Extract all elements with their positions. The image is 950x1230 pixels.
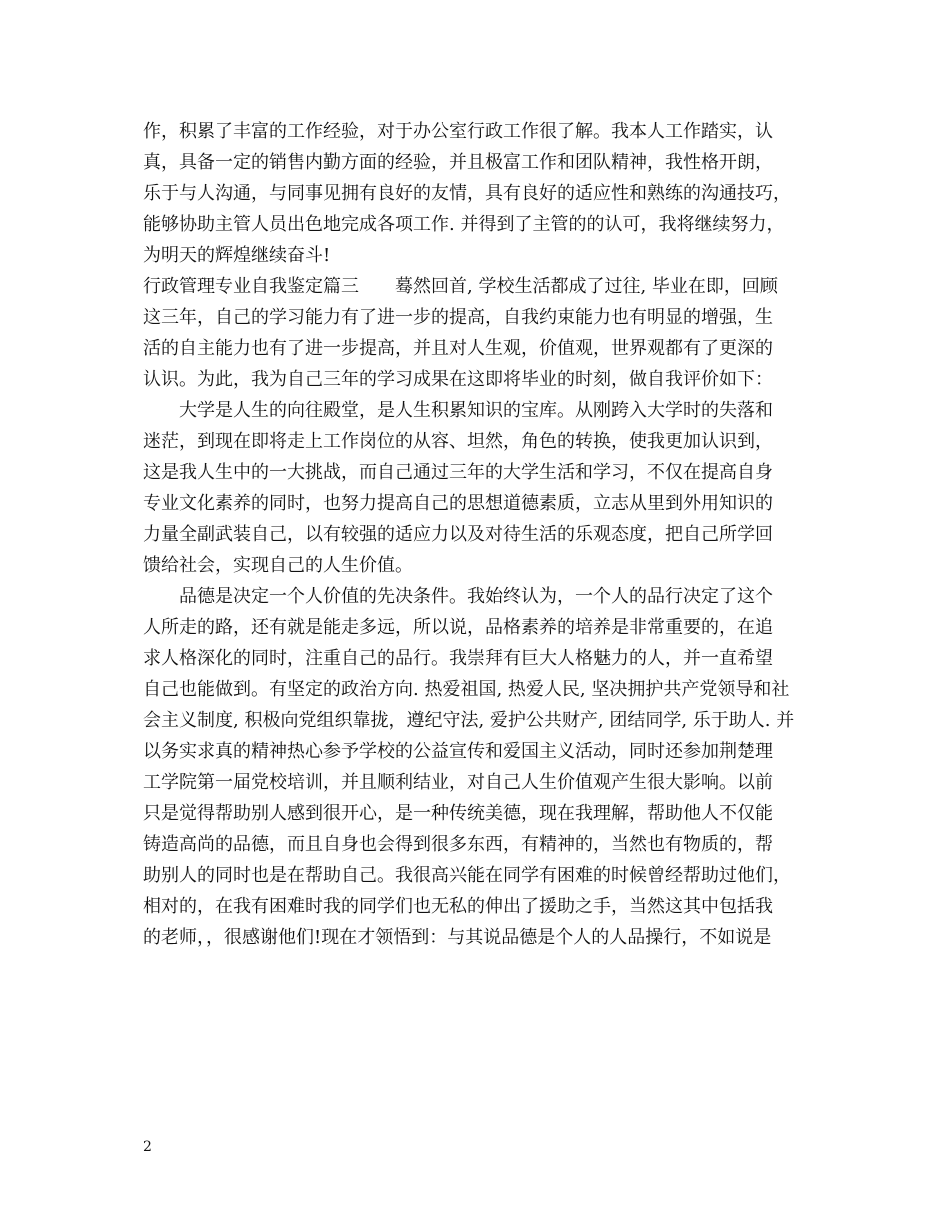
text-line: 求人格深化的同时，注重自己的品行。我崇拜有巨大人格魅力的人，并一直希望 — [143, 648, 773, 669]
text-line: 专业文化素养的同时，也努力提高自己的思想道德素质，立志从里到外用知识的 — [143, 493, 773, 514]
text-line: 为明天的辉煌继续奋斗! — [143, 245, 331, 266]
text-line: 认识。为此，我为自己三年的学习成果在这即将毕业的时刻，做自我评价如下： — [143, 369, 773, 390]
text-line: 迷茫，到现在即将走上工作岗位的从容、坦然，角色的转换，使我更加认识到， — [143, 431, 773, 452]
text-line: 会主义制度, 积极向党组织靠拢，遵纪守法, 爱护公共财产, 团结同学, 乐于助人. 并 — [143, 710, 795, 731]
text-line: 这三年，自己的学习能力有了进一步的提高，自我约束能力也有明显的增强，生 — [143, 307, 773, 328]
text-line: 工学院第一届党校培训，并且顺利结业，对自己人生价值观产生很大影响。以前 — [143, 772, 773, 793]
text-line: 大学是人生的向往殿堂，是人生积累知识的宝库。从刚跨入大学时的失落和 — [179, 400, 773, 421]
text-line: 力量全副武装自己，以有较强的适应力以及对待生活的乐观态度，把自己所学回 — [143, 524, 773, 545]
text-line: 相对的，在我有困难时我的同学们也无私的伸出了援助之手，当然这其中包括我 — [143, 896, 773, 917]
text-line: 行政管理专业自我鉴定篇三 蓦然回首, 学校生活都成了过往, 毕业在即，回顾 — [143, 276, 778, 297]
text-line: 能够协助主管人员出色地完成各项工作. 并得到了主管的的认可，我将继续努力， — [143, 214, 785, 235]
page-number: 2 — [143, 1139, 152, 1155]
text-line: 真，具备一定的销售内勤方面的经验，并且极富工作和团队精神，我性格开朗， — [143, 152, 773, 173]
text-line: 乐于与人沟通，与同事见拥有良好的友情，具有良好的适应性和熟练的沟通技巧， — [143, 183, 791, 204]
text-line: 以务实求真的精神热心参予学校的公益宣传和爱国主义活动，同时还参加荆楚理 — [143, 741, 773, 762]
text-line: 铸造高尚的品德，而且自身也会得到很多东西，有精神的，当然也有物质的，帮 — [143, 834, 773, 855]
text-line: 自己也能做到。有坚定的政治方向. 热爱祖国, 热爱人民, 坚决拥护共产党领导和社 — [143, 679, 790, 700]
text-line: 活的自主能力也有了进一步提高，并且对人生观，价值观，世界观都有了更深的 — [143, 338, 773, 359]
text-line: 品德是决定一个人价值的先决条件。我始终认为，一个人的品行决定了这个 — [179, 586, 773, 607]
text-line: 的老师，，很感谢他们!现在才领悟到：与其说品德是个人的人品操行，不如说是 — [143, 927, 772, 948]
text-line: 作，积累了丰富的工作经验，对于办公室行政工作很了解。我本人工作踏实，认 — [143, 121, 773, 142]
text-line: 馈给社会，实现自己的人生价值。 — [143, 555, 413, 576]
text-line: 只是觉得帮助别人感到很开心，是一种传统美德，现在我理解，帮助他人不仅能 — [143, 803, 773, 824]
text-line: 人所走的路，还有就是能走多远，所以说，品格素养的培养是非常重要的，在追 — [143, 617, 773, 638]
document-body — [143, 116, 823, 953]
text-line: 这是我人生中的一大挑战，而自己通过三年的大学生活和学习，不仅在提高自身 — [143, 462, 773, 483]
text-line: 助别人的同时也是在帮助自己。我很高兴能在同学有困难的时候曾经帮助过他们， — [143, 865, 791, 886]
